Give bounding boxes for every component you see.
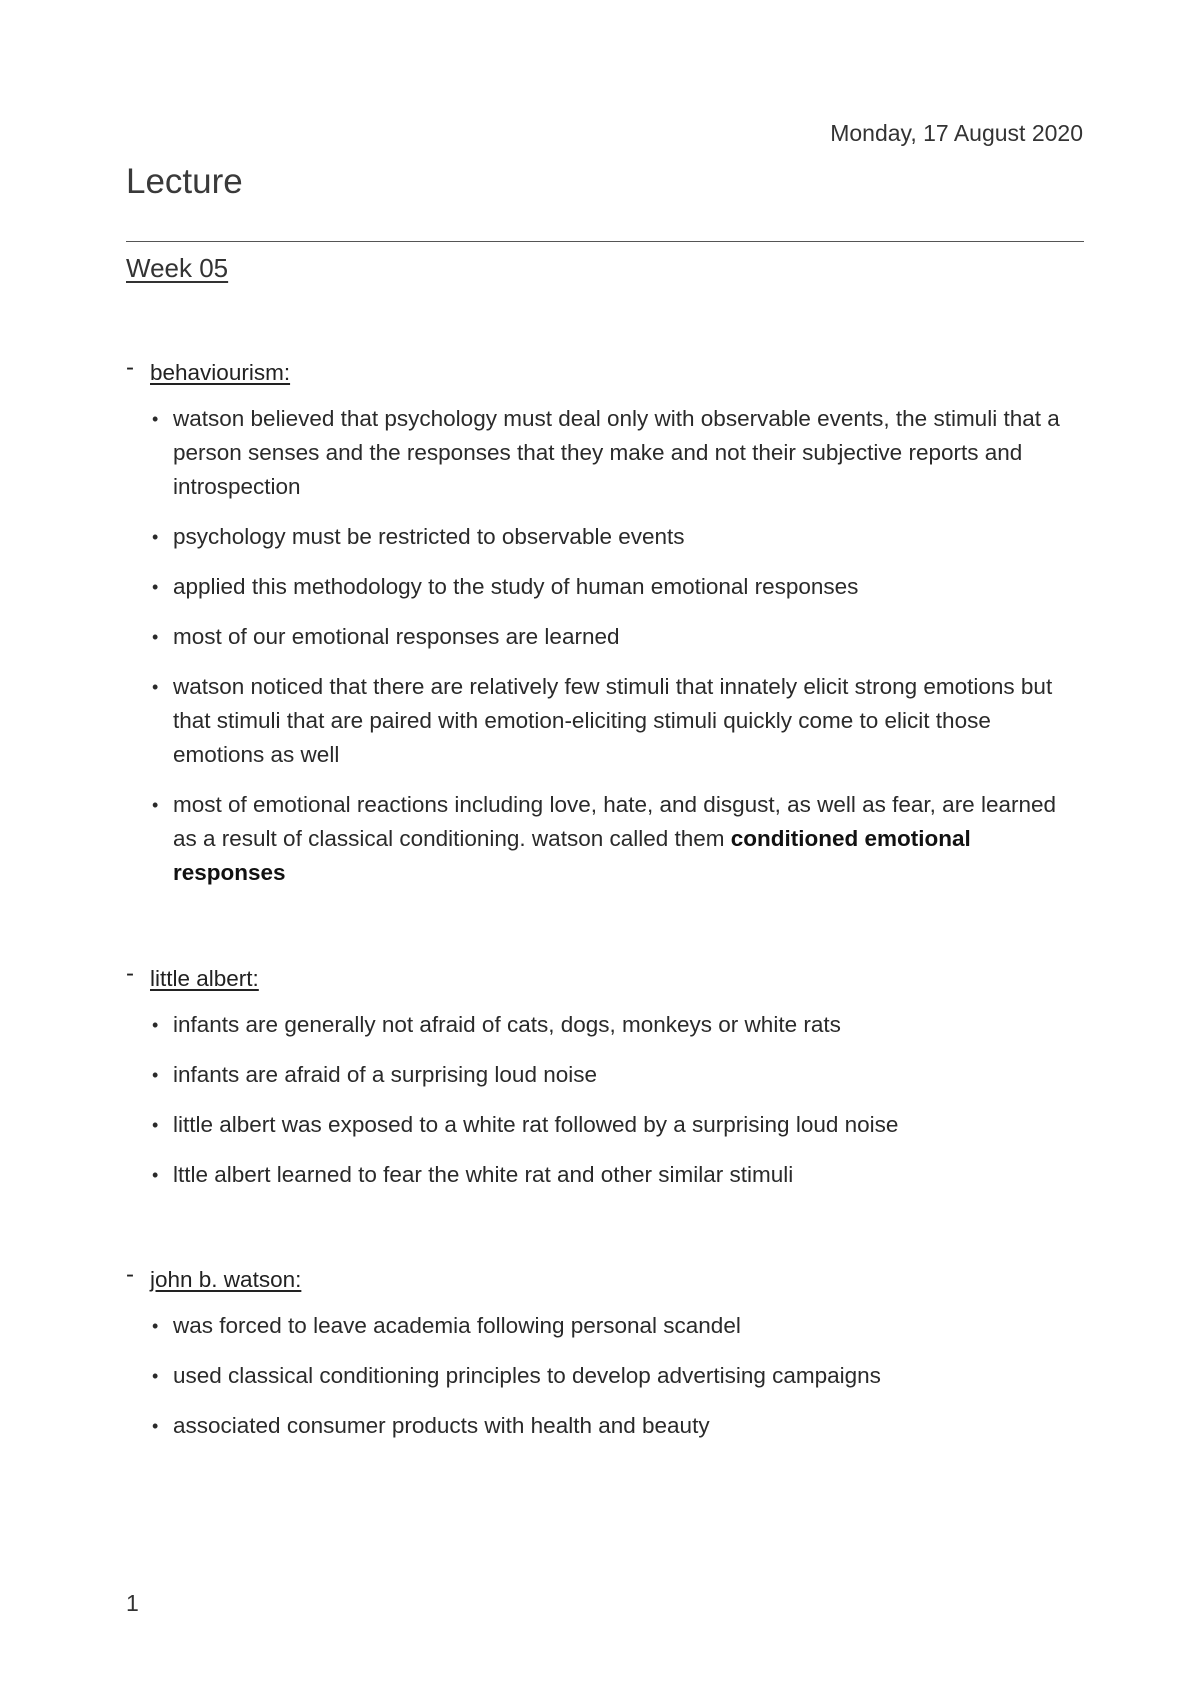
bullet-list <box>126 402 1084 890</box>
list-item <box>126 1008 1084 1042</box>
list-item-text: most of emotional reactions including love, hate, and disgust, as well as fear, are learned as a result of classical conditioning. watson called them <box>173 792 1057 851</box>
list-item-text: used classical conditioning principles to develop advertising campaigns <box>173 1363 881 1388</box>
dash-marker: - <box>126 1261 134 1288</box>
bullet-icon: • <box>152 627 159 647</box>
list-item <box>126 788 1084 890</box>
section-heading <box>126 1263 1084 1297</box>
list-item <box>126 1409 1084 1443</box>
dash-marker: - <box>126 354 134 381</box>
title-divider <box>126 241 1084 242</box>
list-item <box>126 402 1084 504</box>
list-item-text: infants are afraid of a surprising loud noise <box>173 1062 597 1087</box>
bullet-icon: • <box>152 795 159 815</box>
dash-marker: - <box>126 960 134 987</box>
bold-term: conditioned emotional responses <box>173 826 971 885</box>
list-item-text: infants are generally not afraid of cats, dogs, monkeys or white rats <box>173 1012 841 1037</box>
list-item-text: applied this methodology to the study of human emotional responses <box>173 574 859 599</box>
list-item-text: was forced to leave academia following personal scandel <box>173 1313 741 1338</box>
page-number: 1 <box>126 1590 139 1616</box>
bullet-list <box>126 1309 1084 1443</box>
list-item <box>126 620 1084 654</box>
bullet-icon: • <box>152 1366 159 1386</box>
list-item <box>126 1058 1084 1092</box>
document-subtitle: Week 05 <box>126 253 229 283</box>
bullet-icon: • <box>152 1115 159 1135</box>
section-heading-label: behaviourism: <box>150 360 291 385</box>
bullet-icon: • <box>152 1416 159 1436</box>
bullet-icon: • <box>152 1015 159 1035</box>
bullet-list <box>126 1008 1084 1192</box>
section-behaviourism <box>126 356 1084 906</box>
list-item-text: little albert was exposed to a white rat followed by a surprising loud noise <box>173 1112 899 1137</box>
list-item-text: watson noticed that there are relatively few stimuli that innately elicit strong emotions but that stimuli that are paired with emotion-eliciting stimuli quickly come to elicit those emotions as well <box>173 674 1053 767</box>
list-item-text: watson believed that psychology must deal only with observable events, the stimuli that a person senses and the responses that they make and not their subjective reports and introspection <box>173 406 1060 499</box>
list-item <box>126 1158 1084 1192</box>
list-item <box>126 1108 1084 1142</box>
bullet-icon: • <box>152 409 159 429</box>
bullet-icon: • <box>152 677 159 697</box>
list-item <box>126 1309 1084 1343</box>
bullet-icon: • <box>152 1316 159 1336</box>
list-item-text: psychology must be restricted to observable events <box>173 524 685 549</box>
list-item <box>126 520 1084 554</box>
section-john-b-watson <box>126 1263 1084 1459</box>
list-item-text: most of our emotional responses are learned <box>173 624 620 649</box>
section-heading <box>126 962 1084 996</box>
section-heading-label: john b. watson: <box>150 1267 302 1292</box>
bullet-icon: • <box>152 1065 159 1085</box>
list-item <box>126 670 1084 772</box>
list-item <box>126 1359 1084 1393</box>
list-item-text: lttle albert learned to fear the white rat and other similar stimuli <box>173 1162 794 1187</box>
document-date: Monday, 17 August 2020 <box>830 120 1083 146</box>
document-title: Lecture <box>126 162 243 201</box>
section-heading <box>126 356 1084 390</box>
section-heading-label: little albert: <box>150 966 259 991</box>
list-item <box>126 570 1084 604</box>
bullet-icon: • <box>152 527 159 547</box>
bullet-icon: • <box>152 1165 159 1185</box>
section-little-albert <box>126 962 1084 1208</box>
list-item-text: associated consumer products with health and beauty <box>173 1413 710 1438</box>
bullet-icon: • <box>152 577 159 597</box>
